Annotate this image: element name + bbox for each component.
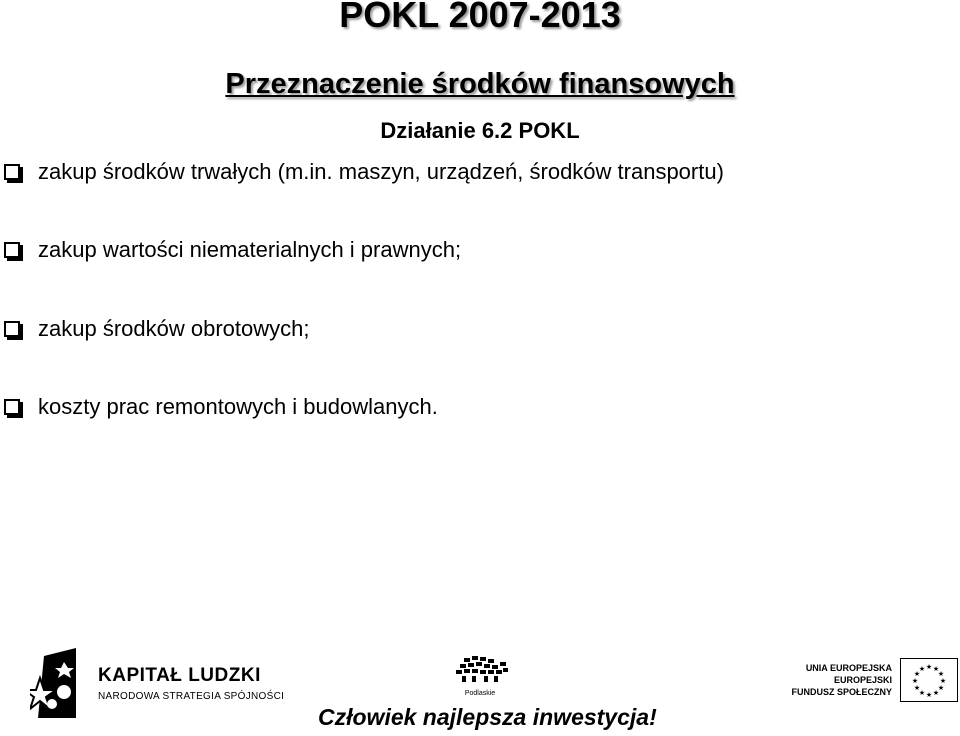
- kapital-ludzki-logo: [30, 648, 284, 718]
- svg-text:★: ★: [932, 689, 940, 697]
- bullet-item: [0, 394, 438, 420]
- svg-text:★: ★: [918, 665, 926, 673]
- bison-icon: [450, 654, 510, 684]
- svg-text:★: ★: [937, 684, 945, 692]
- svg-text:★: ★: [937, 670, 945, 678]
- eu-line-1: UNIA EUROPEJSKA: [805, 663, 892, 673]
- eu-flag-icon: [900, 658, 958, 702]
- svg-text:★: ★: [932, 665, 940, 673]
- kapital-ludzki-emblem-icon: [30, 648, 80, 718]
- svg-text:★: ★: [911, 677, 919, 685]
- bullet-text: zakup środków obrotowych;: [38, 316, 310, 341]
- eu-logo: [791, 658, 958, 702]
- checkbox-bullet-icon: [4, 164, 20, 180]
- section-heading: Działanie 6.2 POKL: [380, 118, 580, 143]
- bullet-item: [0, 159, 724, 185]
- svg-text:★: ★: [939, 677, 947, 685]
- svg-text:★: ★: [918, 689, 926, 697]
- kapital-ludzki-subtitle: NARODOWA STRATEGIA SPÓJNOŚCI: [98, 690, 285, 702]
- bullet-text: koszty prac remontowych i budowlanych.: [38, 394, 438, 419]
- bullet-item: [0, 237, 461, 263]
- bullet-item: [0, 316, 309, 342]
- page-title: POKL 2007-2013: [339, 0, 621, 35]
- bullet-text: zakup wartości niematerialnych i prawnych;: [38, 237, 462, 262]
- slogan: Człowiek najlepsza inwestycja!: [318, 704, 657, 730]
- checkbox-bullet-icon: [4, 399, 20, 415]
- svg-text:★: ★: [913, 684, 921, 692]
- kapital-ludzki-title: KAPITAŁ LUDZKI: [98, 664, 261, 686]
- checkbox-bullet-icon: [4, 242, 20, 258]
- eu-line-2: EUROPEJSKI: [833, 675, 892, 685]
- eu-line-3: FUNDUSZ SPOŁECZNY: [791, 687, 892, 697]
- podlaskie-logo: [440, 654, 520, 697]
- checkbox-bullet-icon: [4, 321, 20, 337]
- podlaskie-label: Podlaskie: [464, 690, 496, 697]
- bullet-text: zakup środków trwałych (m.in. maszyn, urządzeń, środków transportu): [38, 159, 724, 184]
- page-subtitle: Przeznaczenie środków finansowych: [225, 68, 735, 100]
- svg-text:★: ★: [925, 691, 933, 699]
- svg-text:★: ★: [925, 663, 933, 671]
- svg-text:★: ★: [913, 670, 921, 678]
